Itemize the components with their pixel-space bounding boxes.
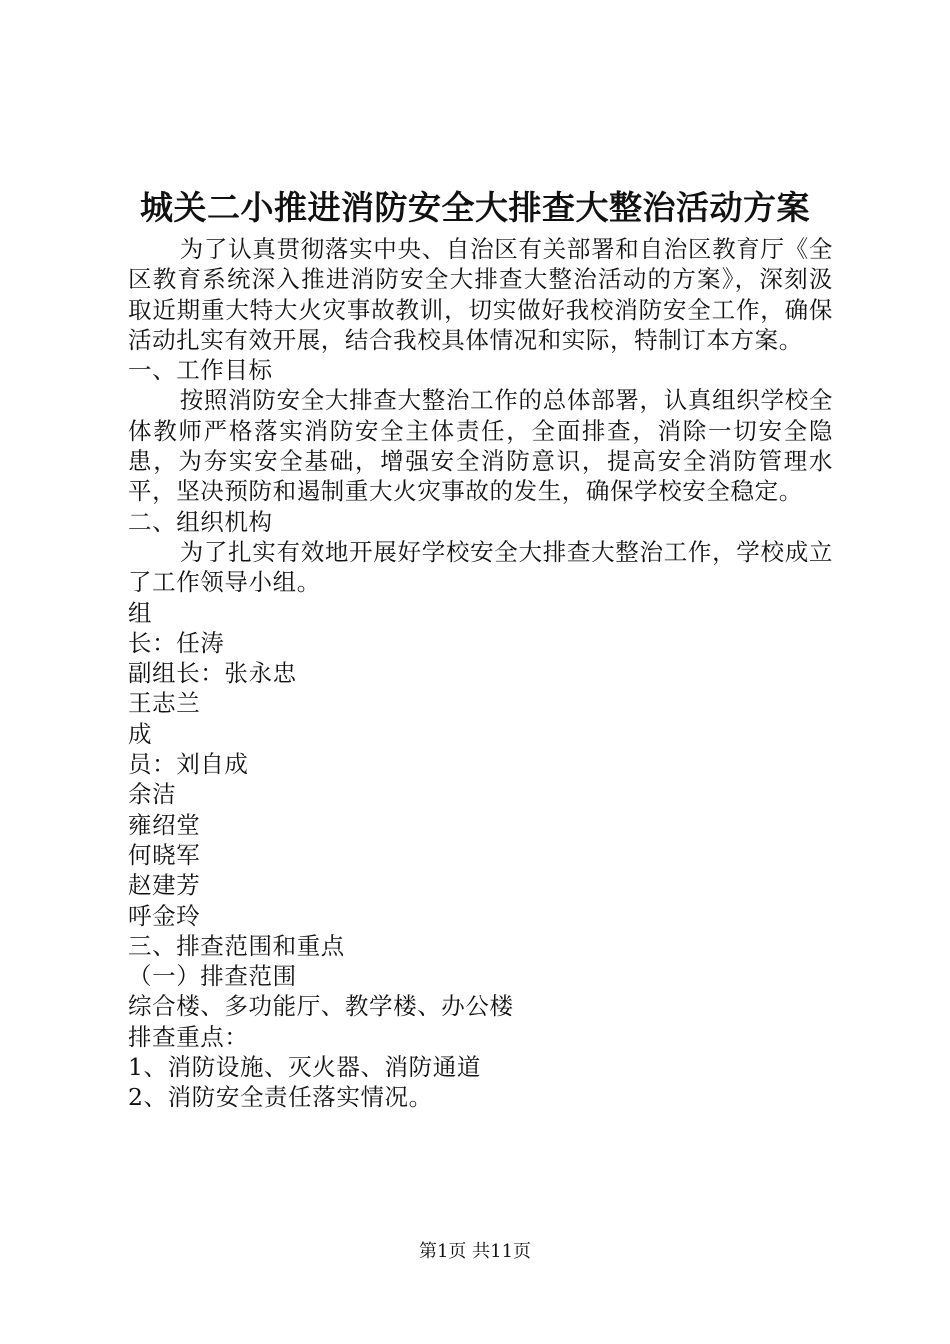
org-line: 呼金玲	[128, 901, 201, 930]
focus-item: 1、消防设施、灭火器、消防通道	[128, 1053, 481, 1082]
page-footer: 第1页 共11页	[418, 1241, 532, 1262]
org-line: 成	[128, 719, 153, 748]
org-line: 何晓军	[128, 840, 201, 869]
org-line: 王志兰	[128, 689, 201, 718]
intro-paragraph: 为了认真贯彻落实中央、自治区有关部署和自治区教育厅《全区教育系统深入推进消防安全大排查大整治活动的方案》，深刻汲取近期重大特大火灾事故教训，切实做好我校消防安全工作，确保活动扎实有效开展，结合我校具体情况和实际，特制订本方案。	[128, 235, 833, 354]
section-heading-organization: 二、组织机构	[128, 507, 273, 536]
org-line: 长：任涛	[128, 628, 225, 657]
org-line: 组	[128, 598, 153, 627]
scope-text: 综合楼、多功能厅、教学楼、办公楼	[128, 992, 514, 1021]
focus-item: 2、消防安全责任落实情况。	[128, 1083, 433, 1112]
document-body	[128, 234, 833, 1113]
organization-paragraph: 为了扎实有效地开展好学校安全大排查大整治工作，学校成立了工作领导小组。	[128, 537, 833, 597]
org-line: 员：刘自成	[128, 750, 249, 779]
org-line: 雍绍堂	[128, 810, 201, 839]
org-line: 副组长：张永忠	[128, 659, 297, 688]
section-heading-scope: 三、排查范围和重点	[128, 931, 345, 960]
org-line: 余洁	[128, 780, 177, 809]
goals-paragraph: 按照消防安全大排查大整治工作的总体部署，认真组织学校全体教师严格落实消防安全主体责任，全面排查，消除一切安全隐患，为夯实安全基础，增强安全消防意识，提高安全消防管理水平，坚决预防和遏制重大火灾事故的发生，确保学校安全稳定。	[128, 386, 833, 506]
org-line: 赵建芳	[128, 871, 201, 900]
section-heading-goals: 一、工作目标	[128, 356, 273, 385]
subsection-heading-scope: （一）排查范围	[128, 962, 297, 991]
focus-heading: 排查重点：	[128, 1022, 249, 1051]
document-title: 城关二小推进消防安全大排查大整治活动方案	[140, 188, 810, 227]
